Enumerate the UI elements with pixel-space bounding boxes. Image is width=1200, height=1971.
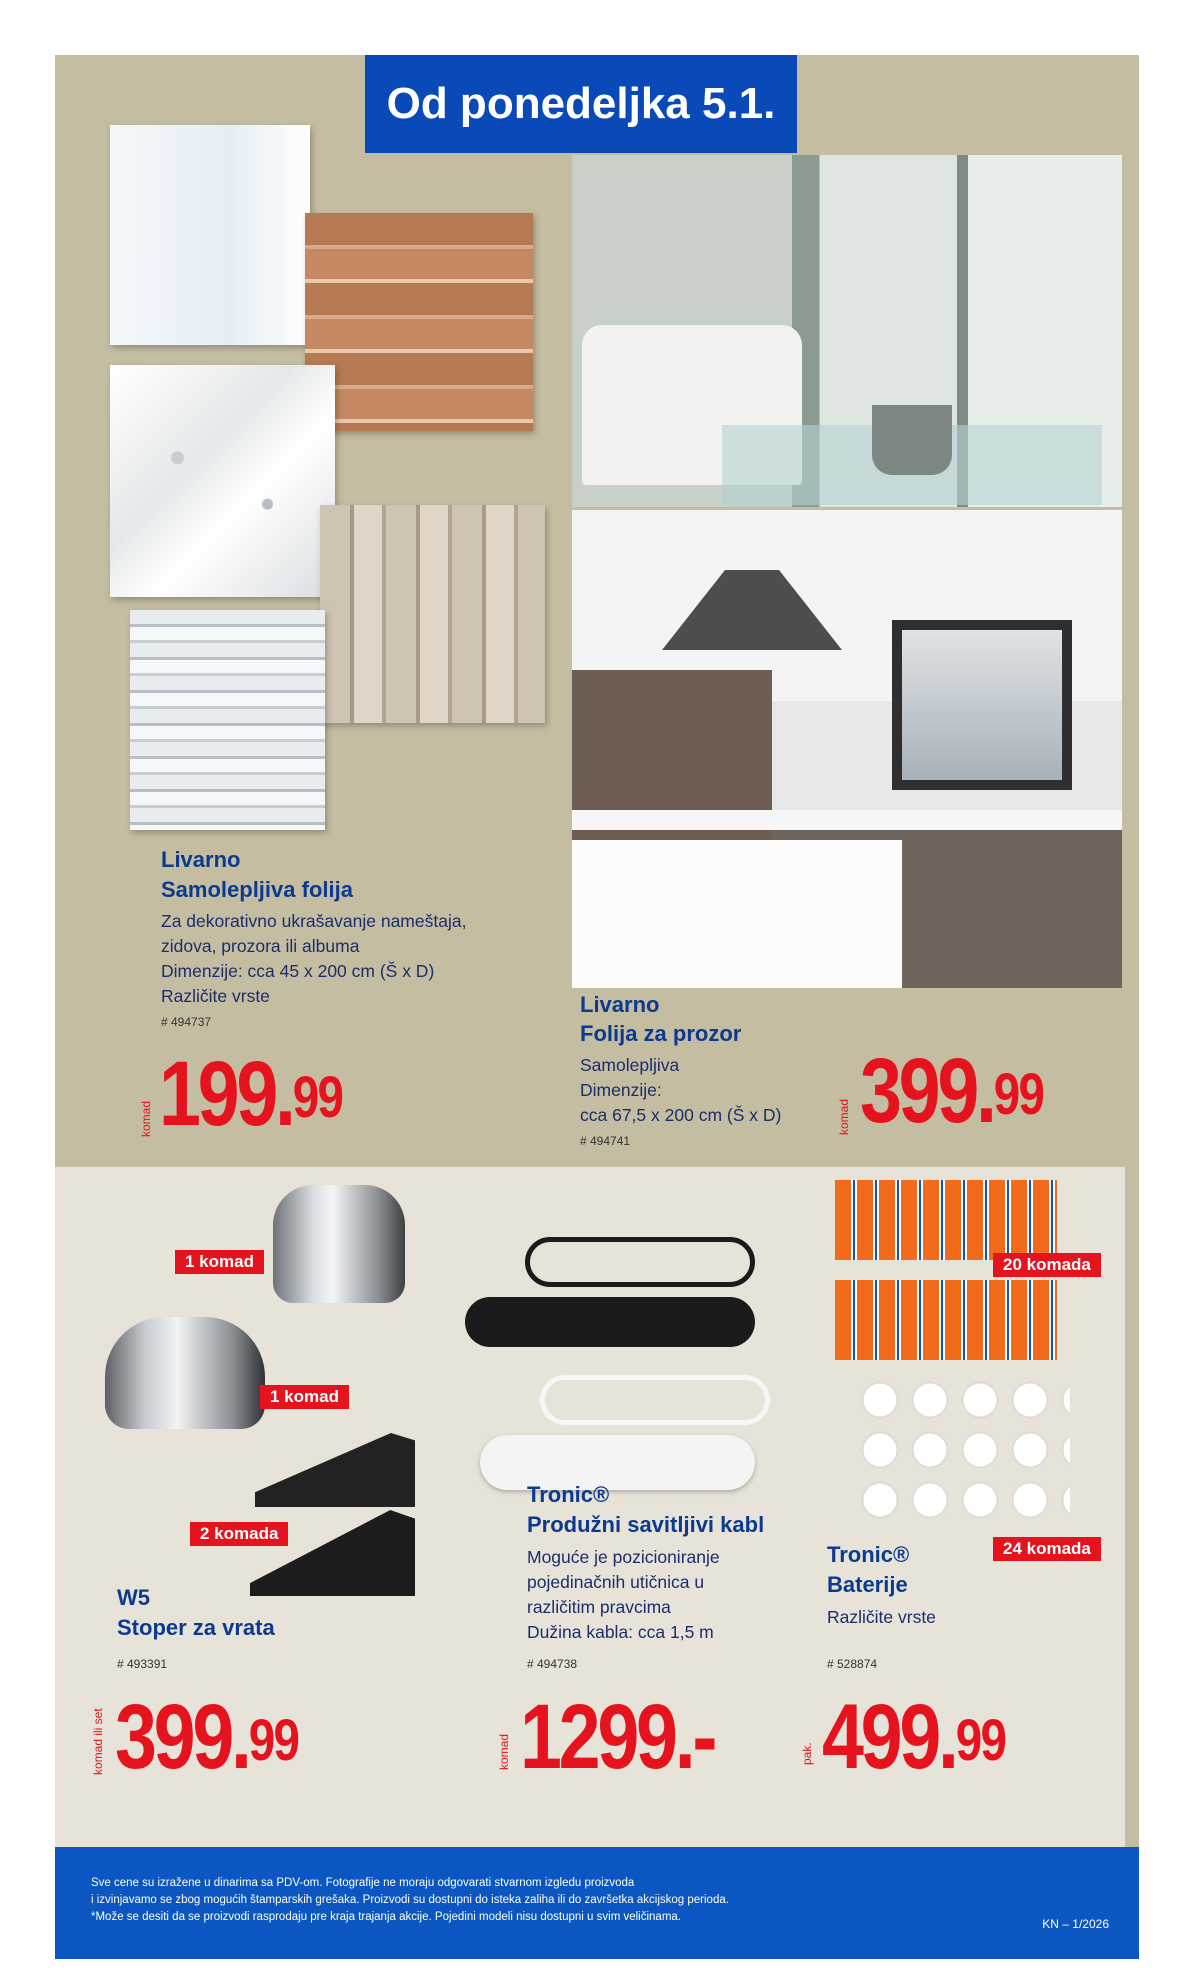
product5-price-main: 499. bbox=[822, 1686, 956, 1788]
product3-price bbox=[115, 1686, 299, 1788]
kitchen-photo bbox=[572, 510, 1122, 988]
product1-brand: Livarno bbox=[161, 847, 241, 872]
flyer-page bbox=[55, 55, 1139, 1931]
product5-name: Baterije bbox=[827, 1572, 908, 1597]
product4-unit: komad bbox=[497, 1733, 511, 1770]
product5-description bbox=[827, 1605, 936, 1630]
product5-brand: Tronic® bbox=[827, 1542, 910, 1567]
striped-foil-roll-image bbox=[130, 610, 325, 830]
product5-article: # 528874 bbox=[827, 1657, 878, 1671]
product1-price-main: 199. bbox=[159, 1043, 293, 1145]
product1-desc-line: Za dekorativno ukrašavanje nameštaja, bbox=[161, 911, 467, 931]
footer-line: *Može se desiti da se proizvodi rasprodaju pre kraja trajanja akcije. Pojedini modeli nisu dostupni u svim veličinama. bbox=[91, 1911, 681, 1923]
product3-price-sup: 99 bbox=[248, 1708, 299, 1773]
living-room-photo bbox=[572, 155, 1122, 507]
product1-name: Samolepljiva folija bbox=[161, 877, 353, 902]
product1-desc-line: Dimenzije: cca 45 x 200 cm (Š x D) bbox=[161, 961, 435, 981]
product1-description bbox=[161, 909, 466, 1009]
footer-line: Sve cene su izražene u dinarima sa PDV-om. Fotografije ne moraju odgovarati stvarnom izgledu proizvoda bbox=[91, 1877, 635, 1889]
product4-desc-line: Moguće je pozicioniranje bbox=[527, 1547, 720, 1567]
stopper-tag-1: 1 komad bbox=[175, 1250, 264, 1274]
product3-brand: W5 bbox=[117, 1585, 150, 1610]
door-stopper-small-image bbox=[273, 1185, 405, 1303]
product1-price bbox=[159, 1043, 343, 1145]
product3-price-main: 399. bbox=[115, 1686, 249, 1788]
product3-name: Stoper za vrata bbox=[117, 1615, 275, 1640]
product2-unit: komad bbox=[837, 1098, 851, 1135]
product1-desc-line: Različite vrste bbox=[161, 986, 270, 1006]
product4-name: Produžni savitljivi kabl bbox=[527, 1512, 765, 1537]
date-banner: Od ponedeljka 5.1. bbox=[365, 55, 797, 153]
batteries-image-top bbox=[835, 1180, 1057, 1260]
footer bbox=[55, 1847, 1139, 1959]
stone-foil-roll-image bbox=[320, 505, 545, 723]
product1-unit: komad bbox=[139, 1100, 153, 1137]
door-stopper-large-image bbox=[105, 1317, 265, 1429]
buttons-batteries-image bbox=[855, 1375, 1070, 1525]
batteries-image-bottom bbox=[835, 1280, 1057, 1360]
footer-disclaimer bbox=[91, 1875, 911, 1926]
stopper-tag-2: 1 komad bbox=[260, 1385, 349, 1409]
product1-price-sup: 99 bbox=[292, 1065, 343, 1130]
product4-desc-line: Dužina kabla: cca 1,5 m bbox=[527, 1622, 714, 1642]
product5-desc-line: Različite vrste bbox=[827, 1607, 936, 1627]
stopper-tag-3: 2 komada bbox=[190, 1522, 288, 1546]
footer-line: i izvinjavamo se zbog mogućih štamparskih grešaka. Proizvodi su dostupni do isteka zaliha ili do završetka akcijskog perioda. bbox=[91, 1894, 729, 1906]
product2-price bbox=[860, 1040, 1044, 1142]
product2-desc-line: Dimenzije: bbox=[580, 1080, 662, 1100]
product5-price-sup: 99 bbox=[955, 1708, 1006, 1773]
wood-foil-roll-image bbox=[305, 213, 533, 431]
product2-name: Folija za prozor bbox=[580, 1021, 742, 1046]
product4-brand: Tronic® bbox=[527, 1482, 610, 1507]
right-strip bbox=[1125, 55, 1139, 1847]
white-foil-roll-image bbox=[110, 125, 310, 345]
product4-desc-line: različitim pravcima bbox=[527, 1597, 671, 1617]
product4-price-main: 1299.- bbox=[520, 1686, 715, 1788]
product2-desc-line: cca 67,5 x 200 cm (Š x D) bbox=[580, 1105, 782, 1125]
product5-unit: pak. bbox=[800, 1742, 814, 1765]
product4-article: # 494738 bbox=[527, 1657, 578, 1671]
product2-article: # 494741 bbox=[580, 1134, 631, 1148]
product5-price bbox=[822, 1686, 1006, 1788]
black-extension-cable-image bbox=[465, 1237, 765, 1357]
product3-unit: komad ili set bbox=[91, 1708, 105, 1775]
batteries-tag-2: 24 komada bbox=[993, 1537, 1101, 1561]
product4-price bbox=[520, 1686, 715, 1788]
product2-price-main: 399. bbox=[860, 1040, 994, 1142]
product1-desc-line: zidova, prozora ili albuma bbox=[161, 936, 360, 956]
product2-desc-line: Samolepljiva bbox=[580, 1055, 680, 1075]
footer-code: KN – 1/2026 bbox=[1042, 1917, 1109, 1931]
product4-description bbox=[527, 1545, 720, 1645]
product2-description bbox=[580, 1053, 781, 1128]
product3-article: # 493391 bbox=[117, 1657, 168, 1671]
product1-article: # 494737 bbox=[161, 1015, 212, 1029]
marble-foil-roll-image bbox=[110, 365, 335, 597]
product2-brand: Livarno bbox=[580, 992, 660, 1017]
product2-price-sup: 99 bbox=[993, 1062, 1044, 1127]
product4-desc-line: pojedinačnih utičnica u bbox=[527, 1572, 705, 1592]
white-extension-cable-image bbox=[480, 1375, 780, 1505]
batteries-tag-1: 20 komada bbox=[993, 1253, 1101, 1277]
